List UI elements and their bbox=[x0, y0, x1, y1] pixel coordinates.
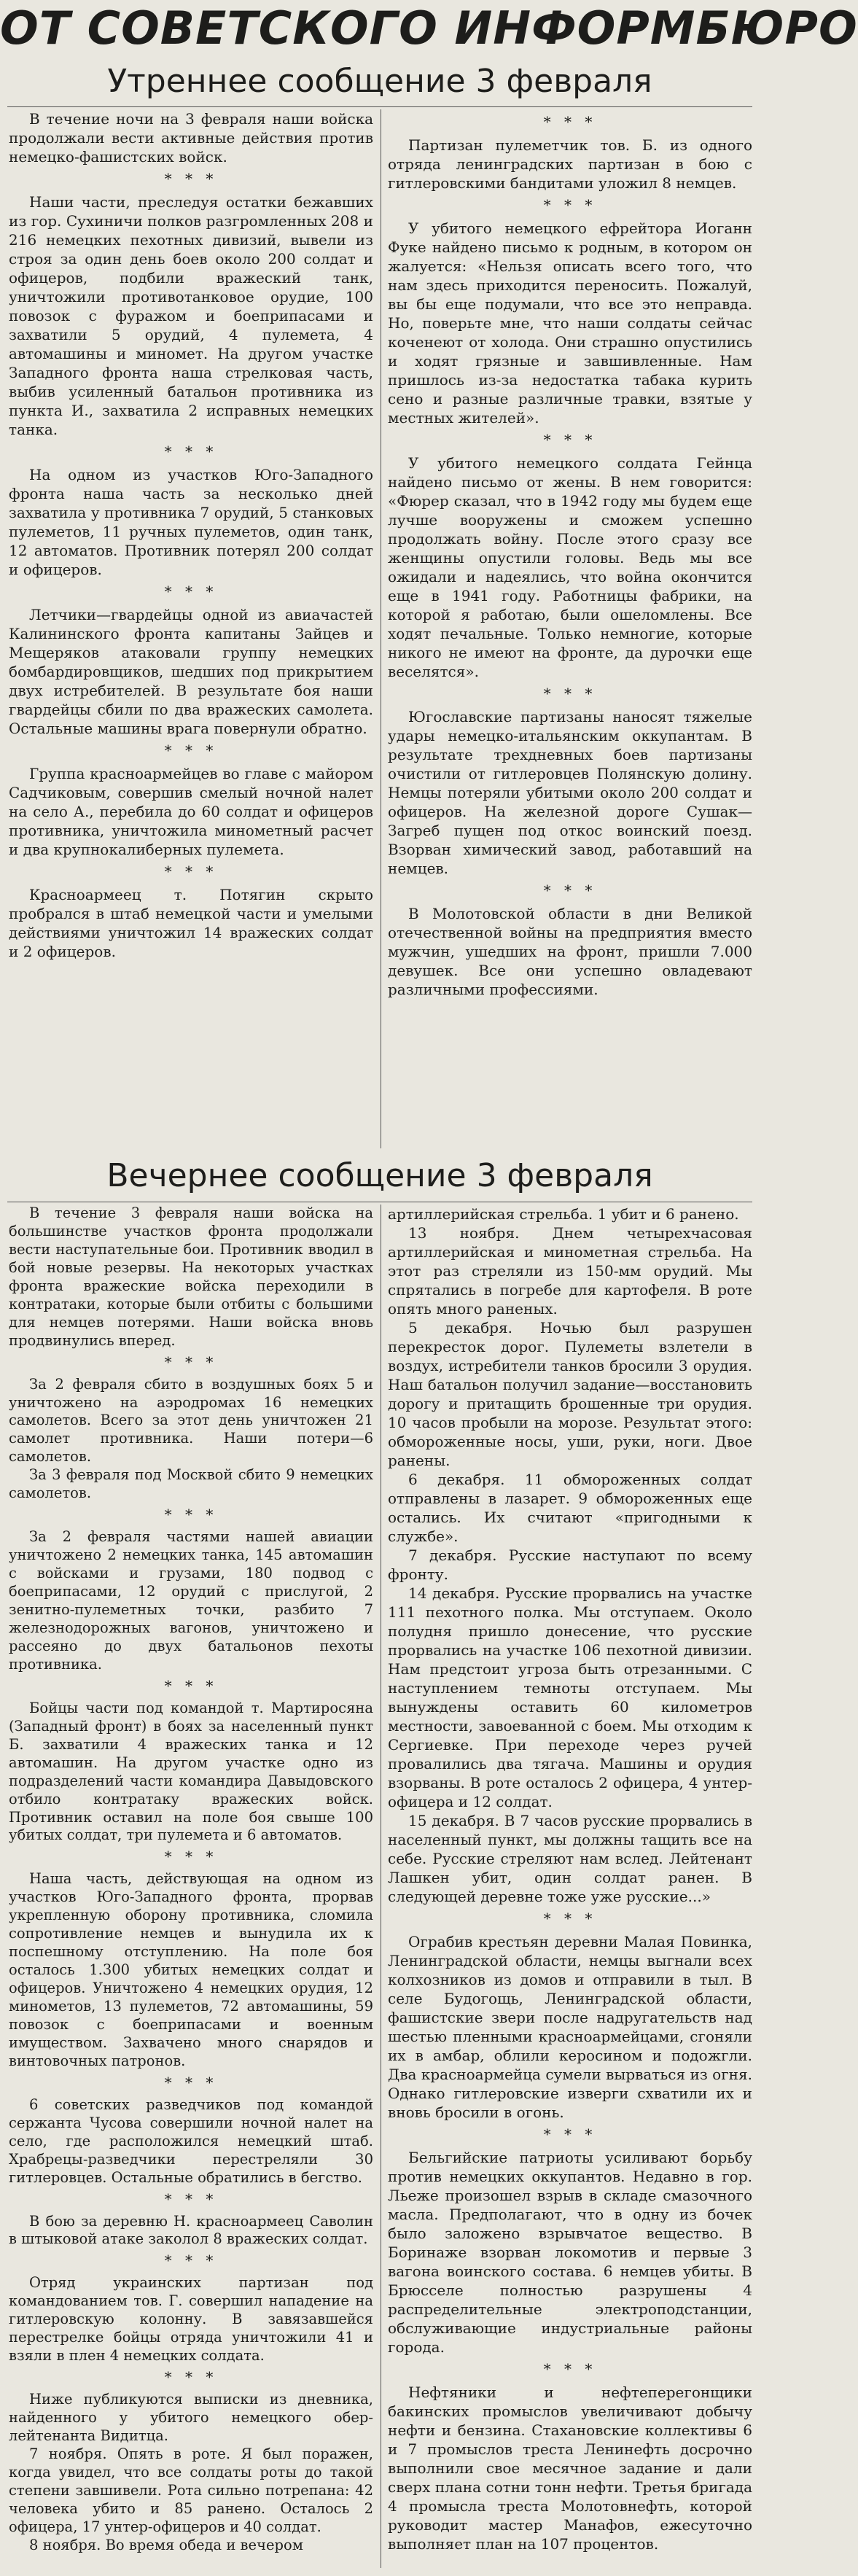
separator: * * * bbox=[543, 685, 597, 702]
evening-right-column bbox=[388, 1205, 752, 2568]
morning-right-paragraph-1: Партизан пулеметчик тов. Б. из одного отряда ленинградских партизан в бою с гитлеровскими бандитами уложил 8 немцев. bbox=[388, 136, 752, 192]
separator: * * * bbox=[164, 2368, 218, 2386]
morning-right-paragraph-2: У убитого немецкого ефрейтора Иоганн Фуке найдено письмо к родным, в котором он жалуется: «Нельзя описать всего того, что нам здесь приходится переносить. Пожалуй, вы бы еще подумали, что все это неправда. Но, поверьте мне, что наши солдаты сейчас коченеют от холода. Они страшно опустились и ходят грязные и завшивленные. Нам пришлось из-за недостатка табака курить сено и разные различные травки, взятые у местных жителей». bbox=[388, 219, 752, 427]
diary-entry: 14 декабря. Русские прорвались на участке 111 пехотного полка. Мы отступаем. Около полудня пришло донесение, что русские прорвались на участке 106 пехотной дивизии. Нам предстоит угроза быть отрезанными. С наступлением темноты отступаем. Мы вынуждены оставить 60 километров местности, завоеванной с боем. Мы отходим к Сергиевке. При переходе через ручей провалились два тягача. Машины и орудия взорваны. В роте осталось 2 офицера, 4 унтер-офицера и 12 солдат. bbox=[388, 1584, 752, 1810]
evening-right-paragraph-8: Ограбив крестьян деревни Малая Повинка, Ленинградской области, немцы выгнали всех колхозников из домов и отправили в тыл. В селе Будогощь, Ленинградской области, фашистские звери после надругательств над шестью пленными красноармейцами, сгоняли их в амбар, облили керосином и подожгли. Два красноармейца сумели вырваться из огня. Однако гитлеровские изверги схватили их и вновь бросили в огонь. bbox=[388, 1933, 752, 2121]
evening-left-paragraph-10: Ниже публикуются выписки из дневника, найденного у убитого немецкого обер-лейтенанта Видитца. bbox=[9, 2391, 373, 2444]
diary-entry: 6 декабря. 11 обмороженных солдат отправлены в лазарет. 9 обмороженных еще остались. Их считают «пригодными к службе». bbox=[388, 1471, 752, 1545]
diary-entry: 7 ноября. Опять в роте. Я был поражен, когда увидел, что все солдаты роты до такой степени завшивели. Рота сильно потрепана: 42 человека убито и 85 ранено. Осталось 2 офицера, 17 унтер-офицеров и 40 солдат. bbox=[9, 2445, 373, 2535]
separator: * * * bbox=[543, 196, 597, 214]
banner-title: ОТ СОВЕТСКОГО ИНФОРМБЮРО bbox=[0, 1, 858, 55]
separator: * * * bbox=[543, 1910, 597, 1927]
separator: * * * bbox=[543, 2360, 597, 2378]
evening-left-paragraph-7: 6 советских разведчиков под командой сержанта Чусова совершили ночной налет на село, где расположился немецкий штаб. Храбрецы-разведчики перестреляли 30 гитлеровцев. Остальные обратились в бегство. bbox=[9, 2096, 373, 2186]
diary-entry: 13 ноября. Днем четырехчасовая артиллерийская и минометная стрельба. На этот раз стреляли из 150-мм орудий. Мы спрятались в погребе для картофеля. В роте опять много раненых. bbox=[388, 1224, 752, 1318]
evening-left-paragraph-5: Бойцы части под командой т. Мартиросяна (Западный фронт) в боях за населенный пункт Б. захватили 4 вражеских танка и 12 автомашин. На другом участке одно из подразделений части командира Давыдовского отбило контратаку вражеских войск. Противник оставил на поле боя свыше 100 убитых солдат, три пулемета и 6 автоматов. bbox=[9, 1699, 373, 1844]
separator: * * * bbox=[543, 882, 597, 899]
evening-left-paragraph-9: Отряд украинских партизан под командованием тов. Г. совершил нападение на гитлеровскую колонну. В завязавшейся перестрелке бойцы отряда уничтожили 41 и взяли в плен 4 немецких солдата. bbox=[9, 2274, 373, 2365]
morning-report-title: Утреннее сообщение 3 февраля bbox=[107, 63, 652, 100]
separator: * * * bbox=[164, 1353, 218, 1371]
morning-right-column bbox=[388, 109, 752, 1148]
separator: * * * bbox=[543, 2125, 597, 2143]
morning-left-paragraph-6: Красноармеец т. Потягин скрыто пробрался в штаб немецкой части и умелыми действиями уничтожил 14 вражеских солдат и 2 офицеров. bbox=[9, 886, 373, 960]
morning-left-column bbox=[9, 109, 373, 1148]
evening-left-paragraph-6: Наша часть, действующая на одном из участков Юго-Западного фронта, прорвав укрепленную оборону противника, сломила сопротивление немцев и вынудила их к поспешному отступлению. На поле боя осталось 1.300 убитых немецких солдат и офицеров. Уничтожено 4 немецких орудия, 12 минометов, 13 пулеметов, 72 автомашины, 59 повозок с боеприпасами и военным имуществом. Захвачено много снарядов и винтовочных патронов. bbox=[9, 1870, 373, 2069]
separator: * * * bbox=[164, 863, 218, 880]
separator: * * * bbox=[164, 2073, 218, 2091]
separator: * * * bbox=[164, 1848, 218, 1866]
evening-right-paragraph-10: Нефтяники и нефтеперегонщики бакинских промыслов увеличивают добычу нефти и бензина. Стахановские коллективы 6 и 7 промыслов треста Ленинефть досрочно выполнили свое месячное задание и дали сверх плана сотни тонн нефти. Третья бригада 4 промысла треста Молотовнефть, которой руководит мастер Манафов, ежесуточно выполняет план на 107 процентов. bbox=[388, 2384, 752, 2553]
evening-left-paragraph-8: В бою за деревню Н. красноармеец Саволин в штыковой атаке заколол 8 вражеских солдат. bbox=[9, 2212, 373, 2248]
morning-left-paragraph-2: Наши части, преследуя остатки бежавших из гор. Сухиничи полков разгромленных 208 и 216 немецких пехотных дивизий, вывели из строя за один день боев около 200 солдат и офицеров, подбили вражеский танк, уничтожили противотанковое орудие, 100 повозок с фуражом и боеприпасами и захватили 5 орудий, 4 пулемета, 4 автомашины и миномет. На другом участке Западного фронта наша стрелковая часть, выбив усиленный батальон противника из пункта И., захватила 2 исправных немецких танка. bbox=[9, 193, 373, 438]
separator: * * * bbox=[543, 431, 597, 448]
evening-left-paragraph-4: За 2 февраля частями нашей авиации уничтожено 2 немецких танка, 145 автомашин с войсками и грузами, 180 подвод с боеприпасами, 12 орудий с прислугой, 2 зенитно-пулеметных точки, разбито 7 железнодорожных вагонов, уничтожено и рассеяно до двух батальонов пехоты противника. bbox=[9, 1528, 373, 1673]
morning-right-paragraph-3: У убитого немецкого солдата Гейнца найдено письмо от жены. В нем говорится: «Фюрер сказал, что в 1942 году мы будем еще лучше вооружены и сможем успешно продолжать войну. После этого сразу все женщины опустили головы. Ведь мы все ожидали и надеялись, что война окончится еще в 1941 году. Работницы фабрики, на которой я работаю, были ошеломлены. Все ходят печальные. Только немногие, которые никого не имеют на фронте, да дурочки еще веселятся». bbox=[388, 454, 752, 680]
top-rule bbox=[7, 106, 752, 107]
diary-entry: артиллерийская стрельба. 1 убит и 6 ранено. bbox=[388, 1205, 739, 1223]
evening-left-paragraph-1: В течение 3 февраля наши войска на большинстве участков фронта продолжали вести наступательные бои. Противник вводил в бой новые резервы. На некоторых участках фронта вражеские войска переходили в контратаки, которые были отбиты с большими для немцев потерями. Наши войска вновь продвинулись вперед. bbox=[9, 1205, 373, 1349]
evening-left-paragraph-2: За 2 февраля сбито в воздушных боях 5 и уничтожено на аэродромах 16 немецких самолетов. Всего за этот день уничтожен 21 самолет противника. Наши потери—6 самолетов. bbox=[9, 1375, 373, 1466]
evening-right-paragraph-9: Бельгийские патриоты усиливают борьбу против немецких оккупантов. Недавно в гор. Льеже произошел взрыв в складе смазочного масла. Предполагают, что в одну из бочек было заложено взрывчатое вещество. В Боринаже взорван локомотив и первые 3 вагона воинского состава. 6 немцев убиты. В Брюсселе полностью разрушены 4 распределительные электроподстанции, обслуживающие индустриальные районы города. bbox=[388, 2149, 752, 2356]
morning-left-paragraph-3: На одном из участков Юго-Западного фронта наша часть за несколько дней захватила у противника 7 орудий, 5 станковых пулеметов, 11 ручных пулеметов, один танк, 12 автоматов. Противник потерял 200 солдат и офицеров. bbox=[9, 466, 373, 578]
diary-entry: 7 декабря. Русские наступают по всему фронту. bbox=[388, 1546, 752, 1583]
morning-right-paragraph-5: В Молотовской области в дни Великой отечественной войны на предприятия вместо мужчин, ушедших на фронт, пришли 7.000 девушек. Все они успешно овладевают различными профессиями. bbox=[388, 905, 752, 998]
separator: * * * bbox=[164, 2252, 218, 2270]
morning-left-paragraph-5: Группа красноармейцев во главе с майором Садчиковым, совершив смелый ночной налет на село А., перебила до 60 солдат и офицеров противника, уничтожила минометный расчет и два крупнокалиберных пулемета. bbox=[9, 765, 373, 858]
morning-right-paragraph-4: Югославские партизаны наносят тяжелые удары немецко-итальянским оккупантам. В результате трехдневных боев партизаны очистили от гитлеровцев Полянскую долину. Немцы потеряли убитыми около 200 солдат и офицеров. На железной дороге Сушак—Загреб пущен под откос воинский поезд. Взорван химический завод, работавший на немцев. bbox=[388, 708, 752, 877]
separator: * * * bbox=[164, 742, 218, 759]
separator: * * * bbox=[543, 113, 597, 131]
evening-left-column bbox=[9, 1205, 373, 2568]
morning-left-paragraph-1: В течение ночи на 3 февраля наши войска продолжали вести активные действия против немецко-фашистских войск. bbox=[9, 110, 373, 166]
separator: * * * bbox=[164, 443, 218, 460]
morning-left-paragraph-4: Летчики—гвардейцы одной из авиачастей Калининского фронта капитаны Зайцев и Мещеряков атаковали группу немецких бомбардировщиков, шедших под прикрытием двух истребителей. В результате боя наши гвардейцы сбили по два вражеских самолета. Остальные машины врага повернули обратно. bbox=[9, 606, 373, 737]
separator: * * * bbox=[164, 583, 218, 600]
separator: * * * bbox=[164, 170, 218, 187]
separator: * * * bbox=[164, 1676, 218, 1694]
evening-report-title: Вечернее сообщение 3 февраля bbox=[106, 1157, 653, 1194]
evening-left-paragraph-3: За 3 февраля под Москвой сбито 9 немецких самолетов. bbox=[9, 1466, 373, 1502]
diary-entry: 8 ноября. Во время обеда и вечером bbox=[29, 2536, 303, 2553]
diary-entry: 15 декабря. В 7 часов русские прорвались в населенный пункт, мы должны тащить все на себе. Русские стреляют нам вслед. Лейтенант Лашкен убит, один солдат ранен. В следующей деревне тоже уже русские...» bbox=[388, 1812, 752, 1905]
diary-entry: 5 декабря. Ночью был разрушен перекресток дорог. Пулеметы взлетели в воздух, истребители танков бросили 3 орудия. Наш батальон получил задание—восстановить дорогу и притащить брошенные три орудия. 10 часов пробыли на морозе. Результат этого: обмороженные носы, уши, руки, ноги. Двое ранены. bbox=[388, 1319, 752, 1469]
separator: * * * bbox=[164, 2190, 218, 2208]
separator: * * * bbox=[164, 1506, 218, 1524]
